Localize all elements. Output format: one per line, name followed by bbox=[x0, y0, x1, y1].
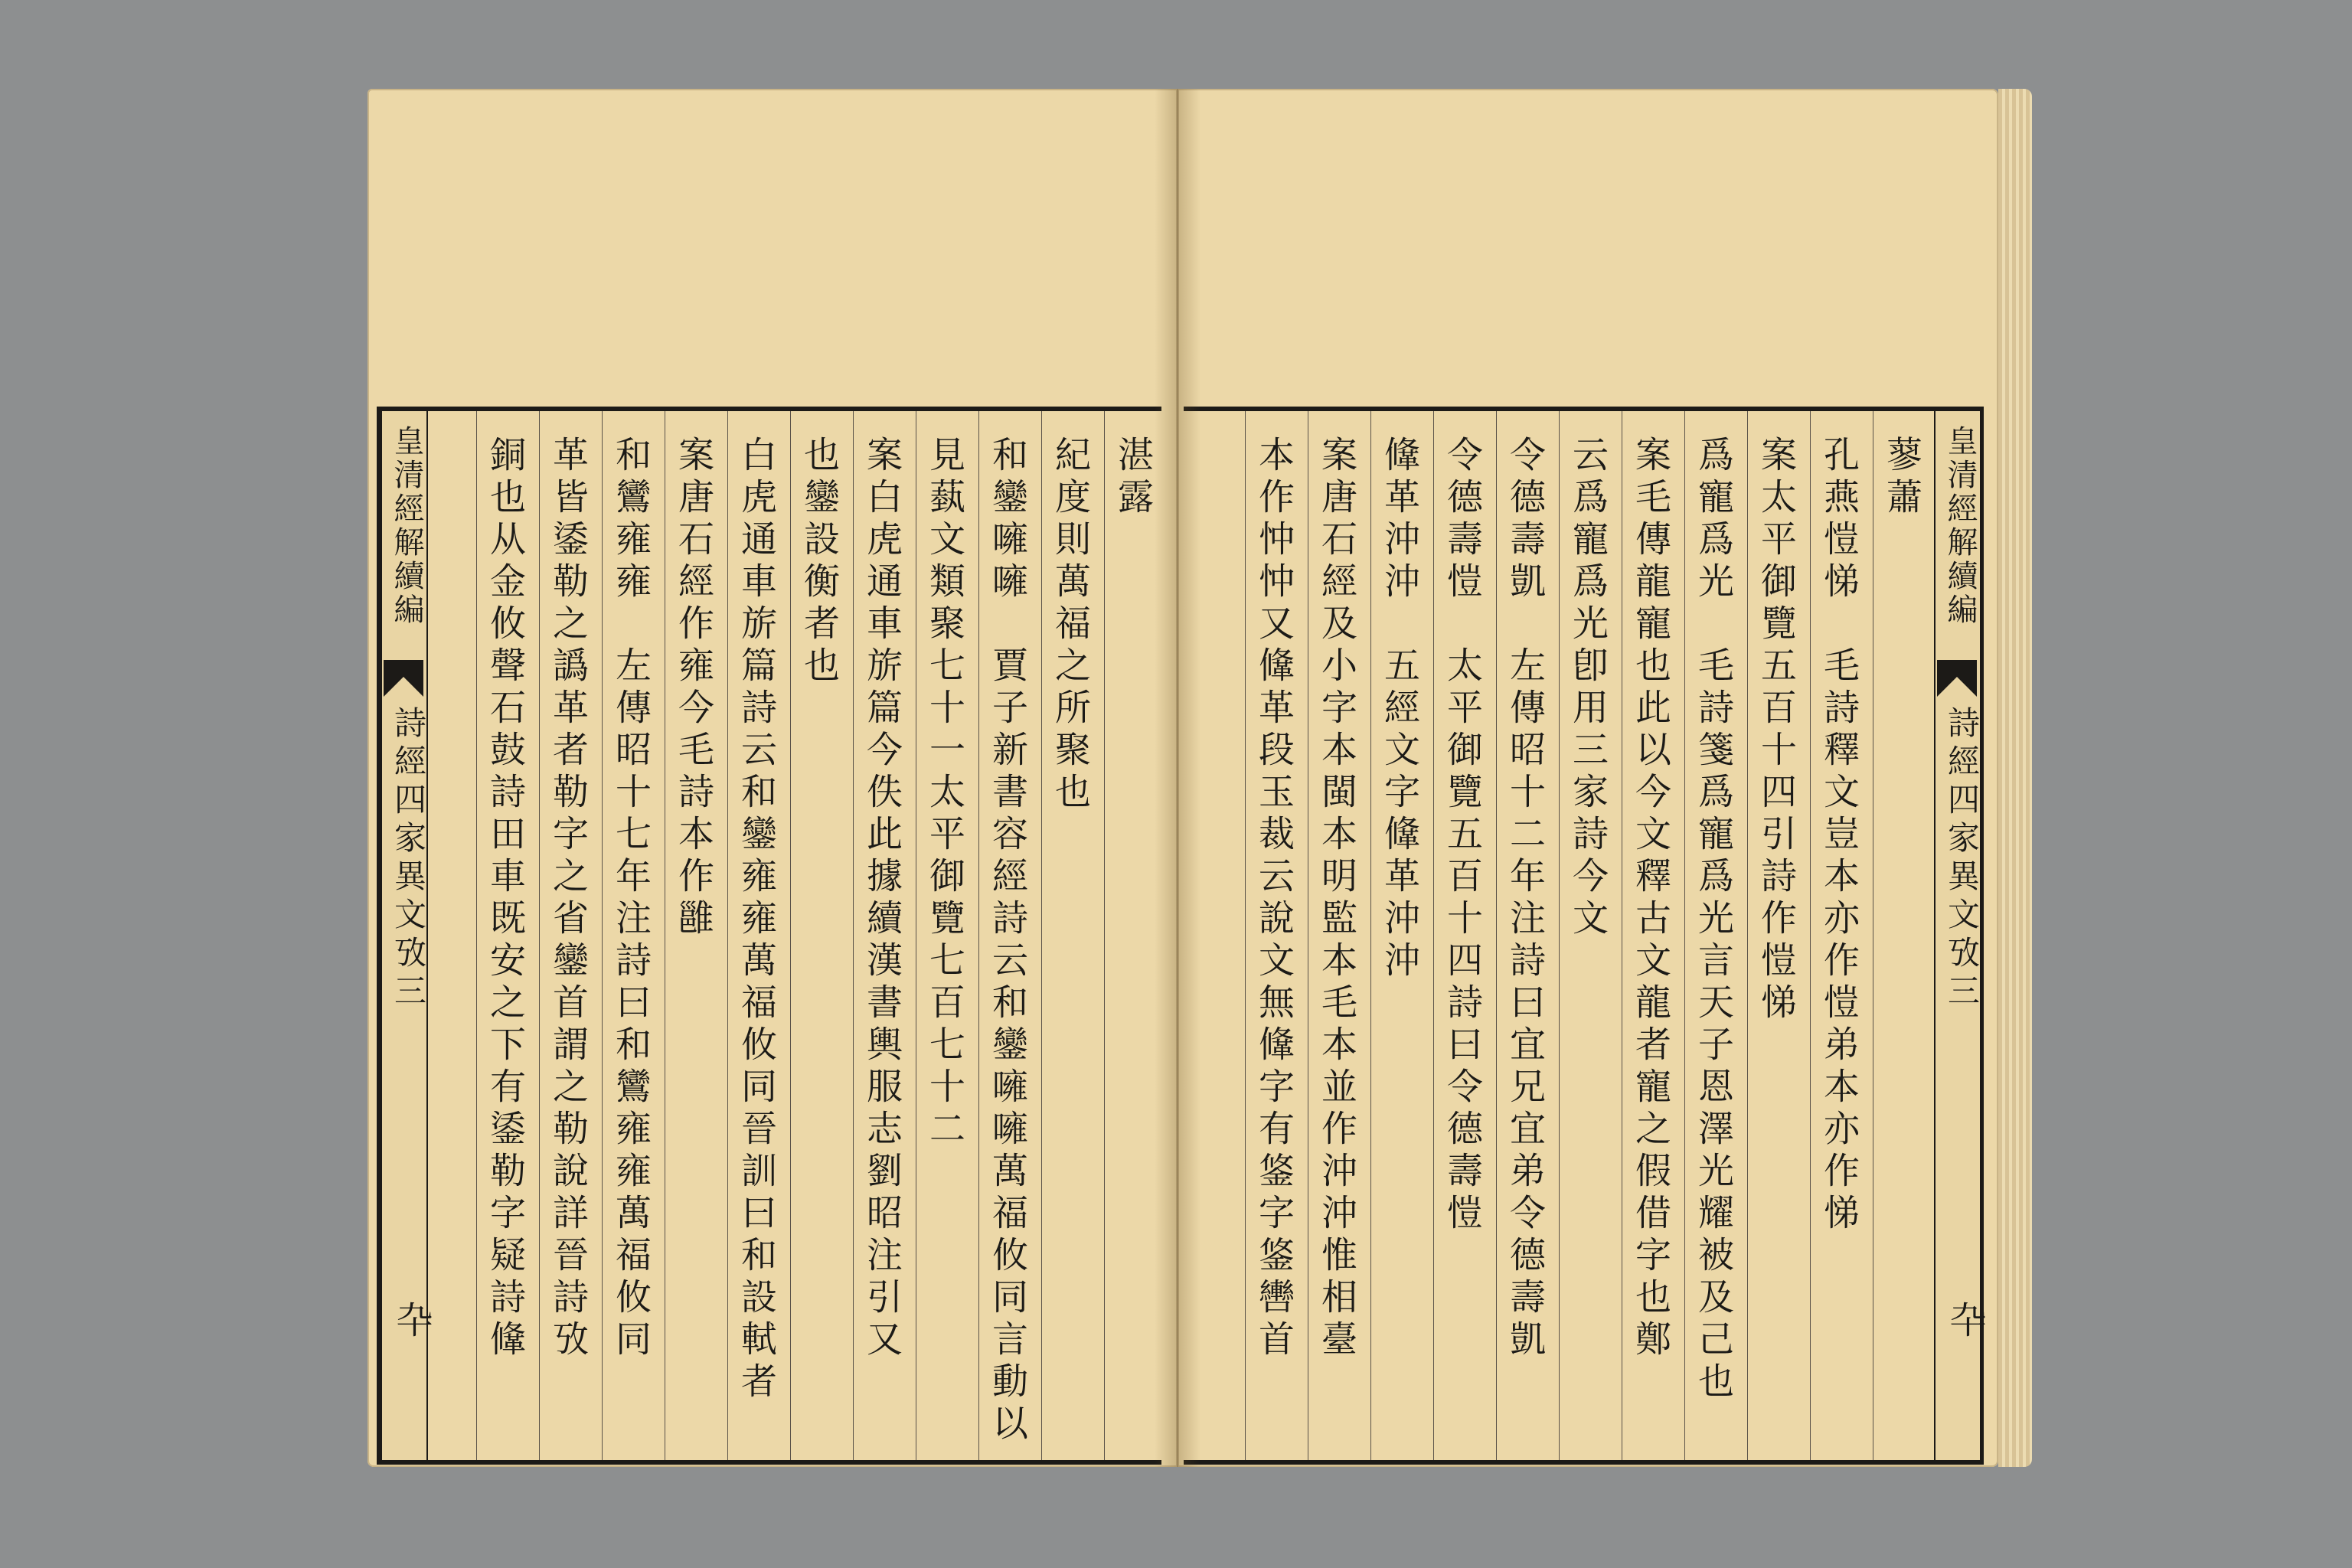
text-column: 案唐石經作雍今毛詩本作雝 bbox=[672, 436, 714, 941]
right-margin-strip bbox=[1934, 411, 1986, 1460]
page-edges bbox=[1998, 89, 2032, 1467]
text-column: 案白虎通車旂篇今佚此據續漢書輿服志劉昭注引又 bbox=[861, 436, 903, 1362]
column-rule bbox=[539, 411, 540, 1460]
column-rule bbox=[476, 411, 477, 1460]
right-margin-title: 皇清經解續編 bbox=[1942, 425, 1978, 627]
column-rule bbox=[602, 411, 603, 1460]
text-column: 革皆鋈勒之譌革者勒字之省鑾首謂之勒說詳晉詩攷 bbox=[547, 436, 589, 1362]
text-column: 蓼蕭 bbox=[1880, 436, 1922, 520]
column-rule bbox=[727, 411, 728, 1460]
fish-tail-mark-icon bbox=[1937, 660, 1977, 697]
text-column: 紀度則萬福之所聚也 bbox=[1049, 436, 1091, 815]
column-rule bbox=[978, 411, 979, 1460]
text-column: 案太平御覽五百十四引詩作愷悌 bbox=[1755, 436, 1797, 1025]
text-column: 本作忡忡又鞗革段玉裁云說文無鞗字有鋚字鋚轡首 bbox=[1253, 436, 1295, 1362]
left-margin-subtitle: 詩經四家異文攷三 bbox=[390, 706, 427, 1012]
right-margin-subtitle: 詩經四家異文攷三 bbox=[1943, 706, 1981, 1012]
text-column: 鞗革沖沖 五經文字鞗革沖沖 bbox=[1378, 436, 1420, 983]
column-rule bbox=[1041, 411, 1042, 1460]
text-column: 也鑾設衡者也 bbox=[798, 436, 840, 688]
text-column: 令德壽愷 太平御覽五百十四詩曰令德壽愷 bbox=[1441, 436, 1483, 1236]
text-column: 和鑾噰噰 賈子新書容經詩云和鑾噰噰萬福攸同言動以 bbox=[986, 436, 1028, 1446]
text-column: 案毛傳龍寵也此以今文釋古文龍者寵之假借字也鄭 bbox=[1629, 436, 1671, 1362]
column-rule bbox=[1245, 411, 1246, 1460]
text-column: 見蓺文類聚七十一太平御覽七百七十二 bbox=[923, 436, 965, 1152]
text-column: 銅也从金攸聲石鼓詩田車既安之下有鋈勒字疑詩鞗 bbox=[484, 436, 526, 1362]
left-page bbox=[368, 89, 1178, 1467]
right-page bbox=[1178, 89, 1998, 1467]
text-column: 孔燕愷悌 毛詩釋文豈本亦作愷弟本亦作悌 bbox=[1818, 436, 1860, 1236]
right-folio-number: 卆 bbox=[1943, 1301, 1986, 1338]
text-column: 云爲寵爲光卽用三家詩今文 bbox=[1566, 436, 1609, 941]
book-gutter bbox=[1155, 89, 1200, 1467]
column-rule bbox=[1104, 411, 1105, 1460]
text-column: 案唐石經及小字本閩本明監本毛本並作沖沖惟相臺 bbox=[1315, 436, 1357, 1362]
fish-tail-mark-icon bbox=[384, 660, 423, 697]
column-rule bbox=[1559, 411, 1560, 1460]
text-column: 湛露 bbox=[1112, 436, 1154, 520]
left-text-frame bbox=[377, 407, 1161, 1465]
left-margin-strip bbox=[381, 411, 433, 1460]
left-folio-number: 卆 bbox=[390, 1301, 433, 1338]
open-book bbox=[351, 83, 2032, 1484]
text-column: 令德壽凱 左傳昭十二年注詩曰宜兄宜弟令德壽凱 bbox=[1504, 436, 1546, 1362]
left-margin-title: 皇清經解續編 bbox=[389, 425, 424, 627]
column-rule bbox=[853, 411, 854, 1460]
text-column: 白虎通車旂篇詩云和鑾雍雍萬福攸同晉訓曰和設軾者 bbox=[735, 436, 777, 1404]
text-column: 爲寵爲光 毛詩箋爲寵爲光言天子恩澤光耀被及己也 bbox=[1692, 436, 1734, 1404]
column-rule bbox=[1370, 411, 1371, 1460]
column-rule bbox=[1810, 411, 1811, 1460]
column-rule bbox=[1747, 411, 1748, 1460]
column-rule bbox=[790, 411, 791, 1460]
column-rule bbox=[1496, 411, 1497, 1460]
column-rule bbox=[1684, 411, 1685, 1460]
column-rule bbox=[1433, 411, 1434, 1460]
right-text-frame bbox=[1184, 407, 1984, 1465]
text-column: 和鸞雍雍 左傳昭十七年注詩曰和鸞雍雍萬福攸同 bbox=[609, 436, 652, 1362]
